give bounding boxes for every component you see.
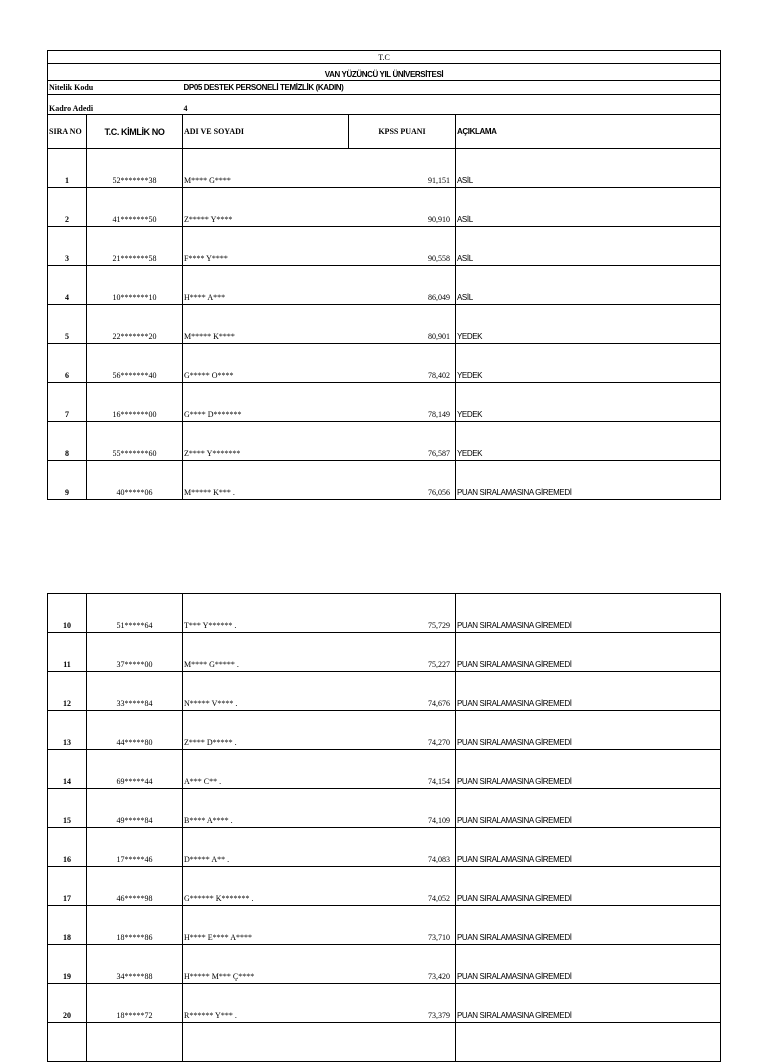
tc-kimlik-cell: 17*****46: [87, 828, 183, 867]
sira-no-cell: 15: [48, 789, 87, 828]
kpss-cell: [349, 1023, 456, 1062]
sira-no-cell: 7: [48, 383, 87, 422]
kpss-cell: 73,379: [349, 984, 456, 1023]
tc-kimlik-cell: 44*****80: [87, 711, 183, 750]
name-cell: Z***** Y****: [183, 188, 349, 227]
kpss-cell: 73,420: [349, 945, 456, 984]
tc-kimlik-cell: 18*****86: [87, 906, 183, 945]
nitelik-kodu-label: Nitelik Kodu: [48, 81, 183, 95]
tc-kimlik-cell: 16*******00: [87, 383, 183, 422]
aciklama-cell: PUAN SIRALAMASINA GİREMEDİ: [456, 711, 721, 750]
kpss-cell: 78,402: [349, 344, 456, 383]
aciklama-cell: ASİL: [456, 227, 721, 266]
tc-kimlik-cell: 46*****98: [87, 867, 183, 906]
name-cell: H**** A***: [183, 266, 349, 305]
aciklama-cell: PUAN SIRALAMASINA GİREMEDİ: [456, 672, 721, 711]
kpss-cell: 76,587: [349, 422, 456, 461]
name-cell: H**** E**** A****: [183, 906, 349, 945]
name-cell: N***** V**** .: [183, 672, 349, 711]
sira-no-cell: 3: [48, 227, 87, 266]
table-row: [48, 594, 721, 633]
tc-kimlik-cell: 37*****00: [87, 633, 183, 672]
aciklama-cell: YEDEK: [456, 344, 721, 383]
name-cell: G****** K******* .: [183, 867, 349, 906]
tc-kimlik-cell: 18*****72: [87, 984, 183, 1023]
kpss-cell: 75,227: [349, 633, 456, 672]
name-cell: B**** A**** .: [183, 789, 349, 828]
sira-no-cell: 14: [48, 750, 87, 789]
table-row: [48, 750, 721, 789]
table-row: [48, 188, 721, 227]
kpss-cell: 74,109: [349, 789, 456, 828]
table-row: [48, 789, 721, 828]
sira-no-cell: 12: [48, 672, 87, 711]
aciklama-cell: PUAN SIRALAMASINA GİREMEDİ: [456, 945, 721, 984]
aciklama-cell: YEDEK: [456, 383, 721, 422]
tc-kimlik-cell: 69*****44: [87, 750, 183, 789]
aciklama-cell: PUAN SIRALAMASINA GİREMEDİ: [456, 633, 721, 672]
tc-kimlik-cell: 52*******38: [87, 149, 183, 188]
table-row: [48, 149, 721, 188]
aciklama-cell: PUAN SIRALAMASINA GİREMEDİ: [456, 594, 721, 633]
sira-no-cell: 13: [48, 711, 87, 750]
sira-no-cell: 18: [48, 906, 87, 945]
tc-kimlik-cell: 10*******10: [87, 266, 183, 305]
table-row: [48, 984, 721, 1023]
sira-no-cell: 16: [48, 828, 87, 867]
table-row: [48, 383, 721, 422]
aciklama-cell: PUAN SIRALAMASINA GİREMEDİ: [456, 906, 721, 945]
tc-kimlik-cell: 33*****84: [87, 672, 183, 711]
table-row: [48, 1023, 721, 1062]
kpss-cell: 73,710: [349, 906, 456, 945]
aciklama-cell: PUAN SIRALAMASINA GİREMEDİ: [456, 789, 721, 828]
name-cell: M**** G***** .: [183, 633, 349, 672]
name-cell: [183, 1023, 349, 1062]
table-row: [48, 266, 721, 305]
name-cell: R****** Y*** .: [183, 984, 349, 1023]
aciklama-cell: PUAN SIRALAMASINA GİREMEDİ: [456, 984, 721, 1023]
kpss-cell: 76,056: [349, 461, 456, 500]
table-row: [48, 711, 721, 750]
table-row: [48, 672, 721, 711]
tc-kimlik-cell: 41*******50: [87, 188, 183, 227]
sira-no-cell: 1: [48, 149, 87, 188]
name-cell: M***** K****: [183, 305, 349, 344]
sira-no-cell: 4: [48, 266, 87, 305]
tc-kimlik-cell: 34*****88: [87, 945, 183, 984]
table-row: [48, 867, 721, 906]
table-row: [48, 461, 721, 500]
kpss-cell: 78,149: [349, 383, 456, 422]
aciklama-cell: PUAN SIRALAMASINA GİREMEDİ: [456, 461, 721, 500]
name-cell: F**** Y****: [183, 227, 349, 266]
name-cell: H***** M*** Ç****: [183, 945, 349, 984]
column-header-tc-kimlik-no: T.C. KİMLİK NO: [87, 115, 183, 149]
sira-no-cell: [48, 1023, 87, 1062]
sira-no-cell: 20: [48, 984, 87, 1023]
table-row: [48, 906, 721, 945]
aciklama-cell: ASİL: [456, 266, 721, 305]
aciklama-cell: YEDEK: [456, 422, 721, 461]
aciklama-cell: PUAN SIRALAMASINA GİREMEDİ: [456, 750, 721, 789]
kpss-cell: 75,729: [349, 594, 456, 633]
results-table-bottom: [47, 593, 721, 1062]
name-cell: D***** A** .: [183, 828, 349, 867]
aciklama-cell: YEDEK: [456, 305, 721, 344]
sira-no-cell: 17: [48, 867, 87, 906]
results-table-top: [47, 50, 721, 500]
kpss-cell: 86,049: [349, 266, 456, 305]
kpss-cell: 90,910: [349, 188, 456, 227]
aciklama-cell: PUAN SIRALAMASINA GİREMEDİ: [456, 828, 721, 867]
table-row: [48, 422, 721, 461]
table-row: [48, 305, 721, 344]
table-body-bottom: [48, 594, 721, 1062]
kpss-cell: 74,154: [349, 750, 456, 789]
kpss-cell: 80,901: [349, 305, 456, 344]
kadro-adedi-value: 4: [183, 95, 721, 115]
name-cell: Z**** D***** .: [183, 711, 349, 750]
sira-no-cell: 6: [48, 344, 87, 383]
sira-no-cell: 2: [48, 188, 87, 227]
table-row: [48, 344, 721, 383]
sira-no-cell: 8: [48, 422, 87, 461]
tc-kimlik-cell: 49*****84: [87, 789, 183, 828]
name-cell: M***** K*** .: [183, 461, 349, 500]
university-heading: VAN YÜZÜNCÜ YIL ÜNİVERSİTESİ: [48, 64, 721, 81]
kpss-cell: 90,558: [349, 227, 456, 266]
tc-kimlik-cell: 51*****64: [87, 594, 183, 633]
sira-no-cell: 10: [48, 594, 87, 633]
kpss-cell: 74,676: [349, 672, 456, 711]
aciklama-cell: ASİL: [456, 188, 721, 227]
name-cell: M**** G****: [183, 149, 349, 188]
tc-kimlik-cell: 56*******40: [87, 344, 183, 383]
sira-no-cell: 19: [48, 945, 87, 984]
aciklama-cell: PUAN SIRALAMASINA GİREMEDİ: [456, 867, 721, 906]
name-cell: A*** C** .: [183, 750, 349, 789]
name-cell: G**** D*******: [183, 383, 349, 422]
sira-no-cell: 11: [48, 633, 87, 672]
column-header-kpss-puani: KPSS PUANI: [349, 115, 456, 149]
sira-no-cell: 9: [48, 461, 87, 500]
kpss-cell: 74,052: [349, 867, 456, 906]
table-row: [48, 227, 721, 266]
tc-kimlik-cell: 55*******60: [87, 422, 183, 461]
aciklama-cell: [456, 1023, 721, 1062]
tc-kimlik-cell: 22*******20: [87, 305, 183, 344]
aciklama-cell: ASİL: [456, 149, 721, 188]
kpss-cell: 91,151: [349, 149, 456, 188]
table-row: [48, 633, 721, 672]
table-row: [48, 945, 721, 984]
column-header-sira-no: SIRA NO: [48, 115, 87, 149]
table-body-top: [48, 149, 721, 500]
tc-heading: T.C: [48, 51, 721, 64]
kadro-adedi-label: Kadro Adedi: [48, 95, 183, 115]
table-row: [48, 828, 721, 867]
kpss-cell: 74,083: [349, 828, 456, 867]
tc-kimlik-cell: 21*******58: [87, 227, 183, 266]
column-header-aciklama: AÇIKLAMA: [456, 115, 721, 149]
sira-no-cell: 5: [48, 305, 87, 344]
nitelik-kodu-value: DP05 DESTEK PERSONELİ TEMİZLİK (KADIN): [183, 81, 721, 95]
name-cell: Z**** Y*******: [183, 422, 349, 461]
kpss-cell: 74,270: [349, 711, 456, 750]
column-header-adi-soyadi: ADI VE SOYADI: [183, 115, 349, 149]
name-cell: G***** O****: [183, 344, 349, 383]
tc-kimlik-cell: 40*****06: [87, 461, 183, 500]
tc-kimlik-cell: [87, 1023, 183, 1062]
name-cell: T*** Y****** .: [183, 594, 349, 633]
